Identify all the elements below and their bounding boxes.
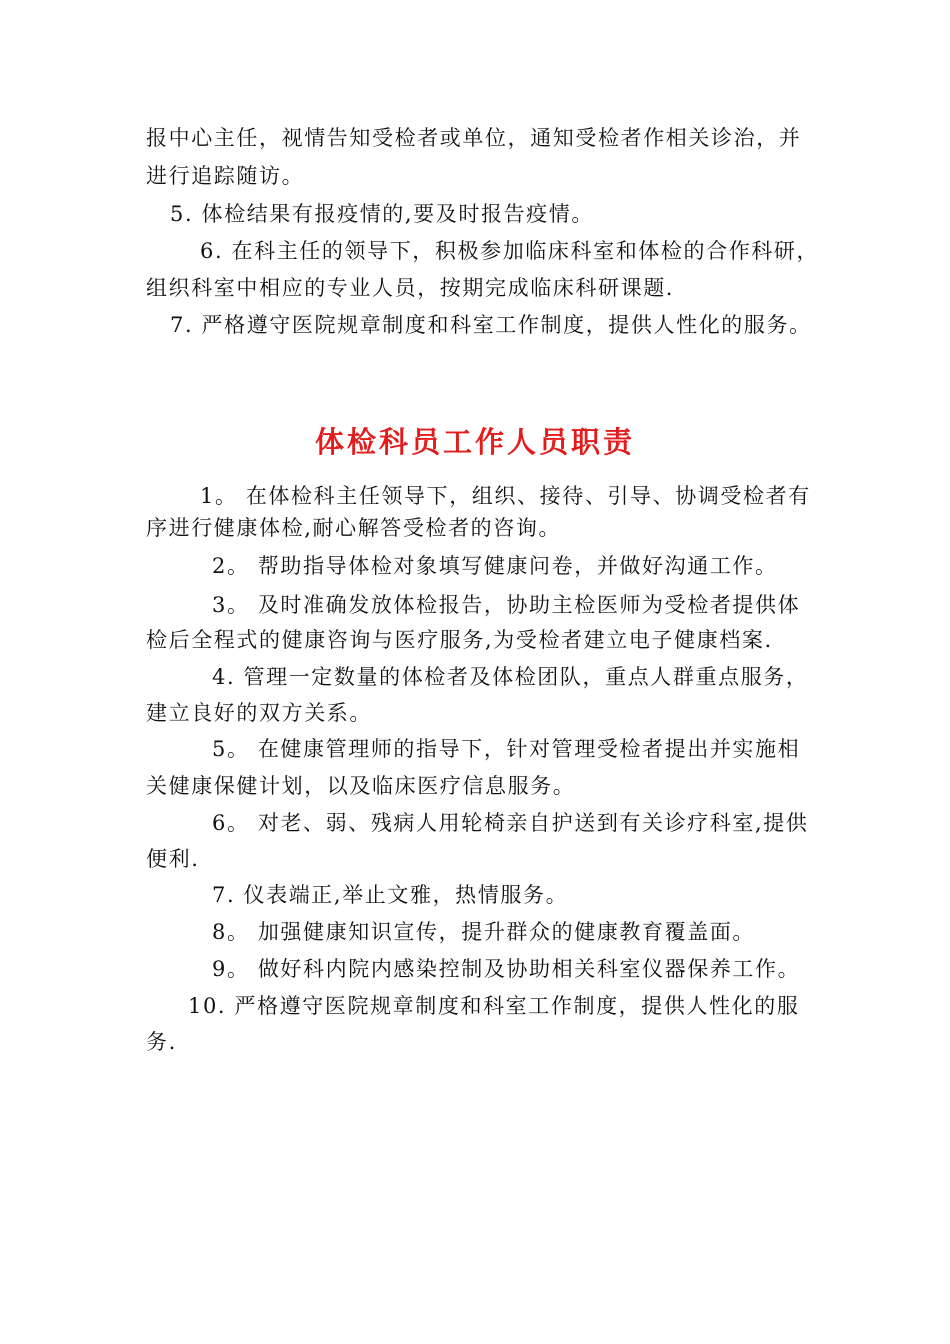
list-item-6: 6. 在科主任的领导下，积极参加临床科室和体检的合作科研， (200, 239, 820, 263)
duty-item-10: 10. 严格遵守医院规章制度和科室工作制度，提供人性化的服 (188, 994, 800, 1018)
duty-item-3-continuation: 检后全程式的健康咨询与医疗服务,为受检者建立电子健康档案. (146, 628, 773, 652)
duty-item-9: 9。 做好科内院内感染控制及协助相关科室仪器保养工作。 (212, 957, 801, 981)
duty-item-7: 7. 仪表端正,举止文雅，热情服务。 (212, 883, 569, 907)
duty-item-1: 1。 在体检科主任领导下，组织、接待、引导、协调受检者有 (200, 484, 811, 508)
list-item-5: 5. 体检结果有报疫情的,要及时报告疫情。 (170, 202, 594, 226)
duty-item-8: 8。 加强健康知识宣传，提升群众的健康教育覆盖面。 (212, 920, 756, 944)
duty-item-3: 3。 及时准确发放体检报告，协助主检医师为受检者提供体 (212, 593, 801, 617)
paragraph-line: 报中心主任，视情告知受检者或单位，通知受检者作相关诊治，并 (146, 126, 802, 150)
list-item-7: 7. 严格遵守医院规章制度和科室工作制度，提供人性化的服务。 (170, 313, 812, 337)
duty-item-4-continuation: 建立良好的双方关系。 (146, 701, 372, 725)
duty-item-2: 2。 帮助指导体检对象填写健康问卷，并做好沟通工作。 (212, 554, 778, 578)
paragraph-line: 进行追踪随访。 (146, 164, 305, 188)
duty-item-10-continuation: 务. (146, 1030, 177, 1054)
duty-item-5-continuation: 关健康保健计划，以及临床医疗信息服务。 (146, 774, 576, 798)
duty-item-5: 5。 在健康管理师的指导下，针对管理受检者提出并实施相 (212, 737, 801, 761)
duty-item-6: 6。 对老、弱、残病人用轮椅亲自护送到有关诊疗科室,提供 (212, 811, 809, 835)
section-title: 体检科员工作人员职责 (314, 425, 635, 459)
list-item-6-continuation: 组织科室中相应的专业人员，按期完成临床科研课题. (146, 276, 675, 300)
duty-item-4: 4. 管理一定数量的体检者及体检团队，重点人群重点服务， (212, 665, 809, 689)
duty-item-6-continuation: 便利. (146, 847, 200, 871)
duty-item-1-continuation: 序进行健康体检,耐心解答受检者的咨询。 (146, 516, 562, 540)
